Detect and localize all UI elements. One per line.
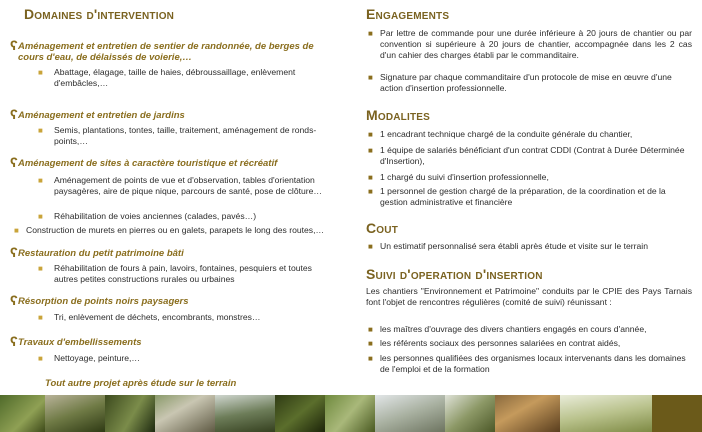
bullet-icon: ■ — [38, 68, 43, 77]
modalites-title: Modalites — [366, 107, 431, 123]
list-item: 1 équipe de salariés bénéficiant d'un contrat CDDI (Contrat à Durée Déterminée d'Insertion), — [380, 145, 685, 166]
bullet-icon: ■ — [368, 29, 373, 38]
list-item: Par lettre de commande pour une durée inférieure à 20 jours de chantier ou par convention si supérieure à 20 jours de chantier, accompagnée dans les 2 cas d'un cahier des charges établi par le commanditaire. — [380, 28, 692, 60]
photo-stones — [495, 395, 560, 432]
bullet-icon: ■ — [38, 176, 43, 185]
engagements-title: Engagements — [366, 6, 450, 22]
section-heading-patrimoine: ʕ Restauration du petit patrimoine bâti — [10, 244, 184, 260]
bullet-icon: ■ — [14, 226, 19, 235]
suivi-intro: Les chantiers "Environnement et Patrimoine" conduits par le CPIE des Pays Tarnais font l'objet de rencontres régulières (comité de suivi) réunissant : — [366, 286, 692, 307]
list-item: Signature par chaque commanditaire d'un protocole de mise en œuvre d'une action d'insertion professionnelle. — [380, 72, 672, 93]
suivi-title: Suivi d'operation d'insertion — [366, 266, 543, 282]
list-item: 1 chargé du suivi d'insertion professionnelle, — [380, 172, 549, 182]
hook-icon: ʕ — [10, 244, 18, 260]
bullet-icon: ■ — [368, 173, 373, 182]
list-item: Un estimatif personnalisé sera établi après étude et visite sur le terrain — [380, 241, 648, 251]
domaines-title: Domaines d'intervention — [24, 6, 175, 22]
cout-title: Cout — [366, 220, 399, 236]
bullet-icon: ■ — [368, 187, 373, 196]
bullet-icon: ■ — [38, 354, 43, 363]
footer-note: Tout autre projet après étude sur le terrain — [45, 378, 237, 389]
bullet-icon: ■ — [368, 354, 373, 363]
list-item: Réhabilitation de voies anciennes (calades, pavés…) — [54, 211, 257, 221]
hook-icon: ʕ — [10, 154, 18, 170]
bullet-icon: ■ — [38, 264, 43, 273]
list-item: Construction de murets en pierres ou en galets, parapets le long des routes,… — [26, 225, 325, 235]
hook-icon: ʕ — [10, 106, 18, 122]
photo-meadow — [325, 395, 375, 432]
list-item: Abattage, élagage, taille de haies, débroussaillage, enlèvement d'embâcles,… — [54, 67, 296, 88]
section-heading-sites: ʕ Aménagement de sites à caractère touristique et récréatif — [10, 154, 278, 170]
bullet-icon: ■ — [368, 339, 373, 348]
bullet-icon: ■ — [368, 73, 373, 82]
bullet-icon: ■ — [368, 146, 373, 155]
list-item: les référents sociaux des personnes salariées en contrat aidés, — [380, 338, 621, 348]
photo-lawn — [560, 395, 652, 432]
photo-strip — [0, 395, 702, 432]
bullet-icon: ■ — [38, 126, 43, 135]
bullet-icon: ■ — [38, 313, 43, 322]
photo-forest — [275, 395, 325, 432]
bullet-icon: ■ — [368, 130, 373, 139]
photo-office — [375, 395, 445, 432]
hook-icon: ʕ — [10, 37, 18, 53]
bullet-icon: ■ — [38, 212, 43, 221]
list-item: 1 encadrant technique chargé de la conduite générale du chantier, — [380, 129, 633, 139]
section-heading-sentiers: ʕ Aménagement et entretien de sentier de randonnée, de berges de cours d'eau, de délaissés de voierie,… — [10, 37, 314, 63]
list-item: Semis, plantations, tontes, taille, traitement, aménagement de ronds-points,… — [54, 125, 317, 146]
section-heading-embellissements: ʕ Travaux d'embellissements — [10, 333, 142, 349]
bullet-icon: ■ — [368, 242, 373, 251]
bullet-icon: ■ — [368, 325, 373, 334]
list-item: Nettoyage, peinture,… — [54, 353, 140, 363]
photo-trees — [105, 395, 155, 432]
photo-wall — [155, 395, 215, 432]
list-item: 1 personnel de gestion chargé de la préparation, de la coordination et de la gestion administrative et financière — [380, 186, 666, 207]
photo-field — [445, 395, 495, 432]
photo-garden — [0, 395, 45, 432]
list-item: les maîtres d'ouvrage des divers chantiers engagés en cours d'année, — [380, 324, 647, 334]
photo-building — [215, 395, 275, 432]
list-item: Aménagement de points de vue et d'observation, tables d'orientation paysagères, aire de pique nique, parcours de santé, pose de clôture… — [54, 175, 323, 196]
photo-path — [45, 395, 105, 432]
section-heading-jardins: ʕ Aménagement et entretien de jardins — [10, 106, 185, 122]
list-item: Réhabilitation de fours à pain, lavoirs, fontaines, pesquiers et toutes autres petites constructions rurales ou urbaines — [54, 263, 312, 284]
hook-icon: ʕ — [10, 292, 18, 308]
hook-icon: ʕ — [10, 333, 18, 349]
list-item: Tri, enlèvement de déchets, encombrants, monstres… — [54, 312, 261, 322]
list-item: les personnes qualifiées des organismes locaux intervenants dans les domaines de l'emploi et de la formation — [380, 353, 686, 374]
section-heading-points-noirs: ʕ Résorption de points noirs paysagers — [10, 292, 189, 308]
